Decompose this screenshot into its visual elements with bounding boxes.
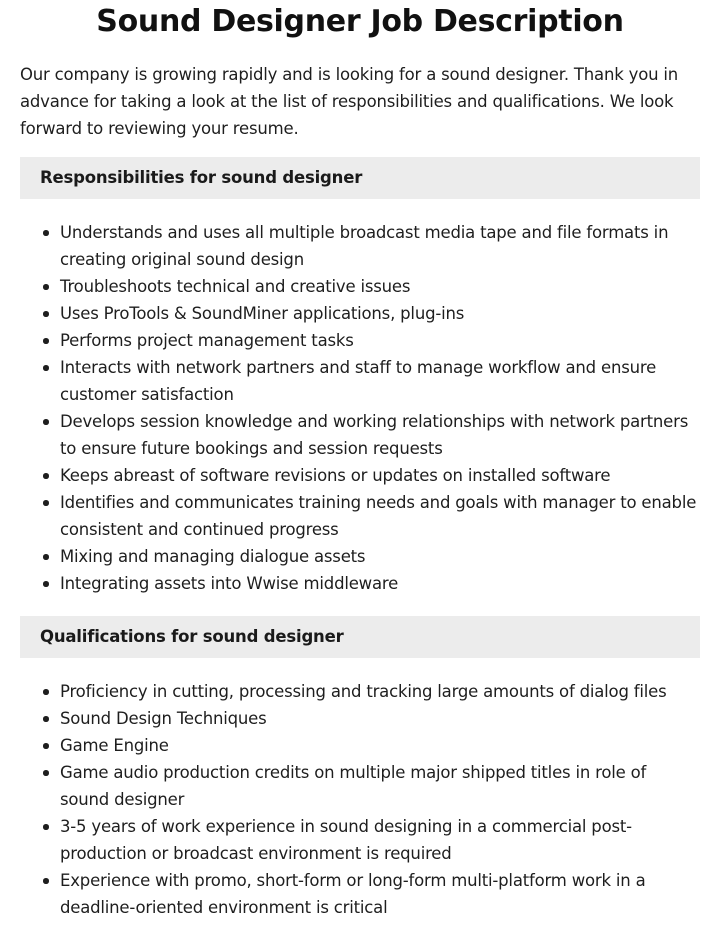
list-item: Game audio production credits on multiple major shipped titles in role of sound designer [60, 759, 700, 813]
list-item: Interacts with network partners and staff to manage workflow and ensure customer satisfaction [60, 354, 700, 408]
list-item: Mixing and managing dialogue assets [60, 543, 700, 570]
list-item: Performs project management tasks [60, 327, 700, 354]
list-item: Proficiency in cutting, processing and tracking large amounts of dialog files [60, 678, 700, 705]
intro-paragraph: Our company is growing rapidly and is looking for a sound designer. Thank you in advance for taking a look at the list of responsibilities and qualifications. We look forward to reviewing your resume. [20, 65, 679, 138]
qualifications-heading: Qualifications for sound designer [20, 616, 700, 658]
list-item: Uses ProTools & SoundMiner applications, plug-ins [60, 300, 700, 327]
list-item: Game Engine [60, 732, 700, 759]
responsibilities-heading: Responsibilities for sound designer [20, 157, 700, 199]
responsibilities-list [20, 219, 700, 597]
list-item: Develops session knowledge and working relationships with network partners to ensure future bookings and session requests [60, 408, 700, 462]
list-item: Integrating assets into Wwise middleware [60, 570, 700, 597]
list-item: Troubleshoots technical and creative issues [60, 273, 700, 300]
list-item: Sound Design Techniques [60, 705, 700, 732]
list-item: Identifies and communicates training needs and goals with manager to enable consistent and continued progress [60, 489, 700, 543]
page-title: Sound Designer Job Description [96, 4, 624, 39]
list-item: Keeps abreast of software revisions or updates on installed software [60, 462, 700, 489]
list-item: Understands and uses all multiple broadcast media tape and file formats in creating original sound design [60, 219, 700, 273]
qualifications-list [20, 678, 700, 921]
list-item: 3-5 years of work experience in sound designing in a commercial post-production or broadcast environment is required [60, 813, 700, 867]
list-item: Experience with promo, short-form or long-form multi-platform work in a deadline-oriented environment is critical [60, 867, 700, 921]
